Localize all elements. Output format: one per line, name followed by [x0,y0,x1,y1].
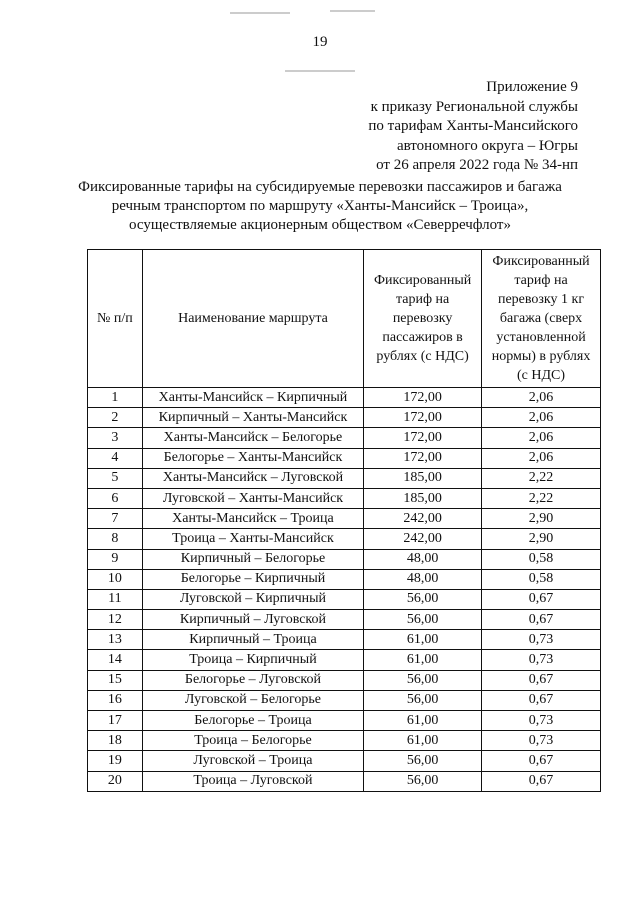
row-number: 4 [88,448,143,468]
baggage-tariff: 0,73 [482,630,601,650]
route-name: Белогорье – Луговской [142,670,363,690]
baggage-tariff: 0,67 [482,690,601,710]
table-row [88,388,601,408]
baggage-tariff: 0,67 [482,771,601,791]
route-name: Троица – Белогорье [142,731,363,751]
baggage-tariff: 0,73 [482,711,601,731]
baggage-tariff: 0,73 [482,731,601,751]
table-row [88,488,601,508]
appendix-line: от 26 апреля 2022 года № 34-нп [376,157,578,173]
baggage-tariff: 0,58 [482,549,601,569]
route-name: Троица – Ханты-Мансийск [142,529,363,549]
route-name: Белогорье – Кирпичный [142,569,363,589]
baggage-tariff: 2,06 [482,388,601,408]
appendix-line: к приказу Региональной службы [370,98,578,115]
header-route: Наименование маршрута [142,250,363,388]
passenger-tariff: 61,00 [364,650,482,670]
route-name: Ханты-Мансийск – Кирпичный [142,388,363,408]
row-number: 15 [88,670,143,690]
baggage-tariff: 2,90 [482,509,601,529]
baggage-tariff: 0,67 [482,670,601,690]
document-title [0,178,640,235]
passenger-tariff: 56,00 [364,751,482,771]
row-number: 11 [88,589,143,609]
baggage-tariff: 2,22 [482,488,601,508]
row-number: 7 [88,509,143,529]
table-row [88,771,601,791]
route-name: Луговской – Ханты-Мансийск [142,488,363,508]
route-name: Кирпичный – Белогорье [142,549,363,569]
header-baggage-tariff: Фиксированный тариф на перевозку 1 кг багажа (сверх установленной нормы) в рублях (с НДС) [482,250,601,388]
row-number: 16 [88,690,143,710]
route-name: Ханты-Мансийск – Луговской [142,468,363,488]
passenger-tariff: 242,00 [364,509,482,529]
table-row [88,549,601,569]
table-row [88,690,601,710]
passenger-tariff: 61,00 [364,630,482,650]
passenger-tariff: 61,00 [364,731,482,751]
table-row [88,428,601,448]
passenger-tariff: 56,00 [364,771,482,791]
row-number: 17 [88,711,143,731]
baggage-tariff: 0,67 [482,751,601,771]
appendix-block [368,78,578,176]
row-number: 14 [88,650,143,670]
table-row [88,711,601,731]
table-row [88,751,601,771]
table-row [88,408,601,428]
route-name: Кирпичный – Ханты-Мансийск [142,408,363,428]
route-name: Ханты-Мансийск – Троица [142,509,363,529]
passenger-tariff: 242,00 [364,529,482,549]
baggage-tariff: 2,22 [482,468,601,488]
route-name: Ханты-Мансийск – Белогорье [142,428,363,448]
title-line: Фиксированные тарифы на субсидируемые перевозки пассажиров и багажа [78,179,562,195]
route-name: Белогорье – Ханты-Мансийск [142,448,363,468]
route-name: Кирпичный – Троица [142,630,363,650]
table-row [88,569,601,589]
table-row [88,670,601,690]
row-number: 13 [88,630,143,650]
passenger-tariff: 56,00 [364,670,482,690]
table-row [88,731,601,751]
title-line: осуществляемые акционерным обществом «Северречфлот» [129,217,511,233]
passenger-tariff: 185,00 [364,468,482,488]
scan-artifact [230,12,290,14]
row-number: 3 [88,428,143,448]
passenger-tariff: 56,00 [364,610,482,630]
table-row [88,468,601,488]
appendix-line: Приложение 9 [486,79,578,95]
passenger-tariff: 185,00 [364,488,482,508]
scan-artifact [330,10,375,12]
route-name: Луговской – Кирпичный [142,589,363,609]
appendix-line: по тарифам Ханты-Мансийского [368,118,578,134]
baggage-tariff: 0,73 [482,650,601,670]
passenger-tariff: 48,00 [364,549,482,569]
baggage-tariff: 0,58 [482,569,601,589]
table-body [88,388,601,792]
route-name: Троица – Луговской [142,771,363,791]
row-number: 6 [88,488,143,508]
baggage-tariff: 0,67 [482,589,601,609]
passenger-tariff: 172,00 [364,388,482,408]
route-name: Луговской – Троица [142,751,363,771]
route-name: Белогорье – Троица [142,711,363,731]
header-number: № п/п [88,250,143,388]
table-row [88,448,601,468]
route-name: Луговской – Белогорье [142,690,363,710]
table-header-row [88,250,601,388]
table-row [88,529,601,549]
passenger-tariff: 172,00 [364,408,482,428]
route-name: Троица – Кирпичный [142,650,363,670]
baggage-tariff: 2,06 [482,448,601,468]
scan-artifact [285,70,355,72]
title-line: речным транспортом по маршруту «Ханты-Мансийск – Троица», [111,198,529,214]
baggage-tariff: 2,90 [482,529,601,549]
tariff-table [87,249,601,792]
table-row [88,630,601,650]
row-number: 12 [88,610,143,630]
table-row [88,650,601,670]
passenger-tariff: 172,00 [364,428,482,448]
baggage-tariff: 0,67 [482,610,601,630]
passenger-tariff: 61,00 [364,711,482,731]
row-number: 5 [88,468,143,488]
row-number: 19 [88,751,143,771]
row-number: 2 [88,408,143,428]
passenger-tariff: 56,00 [364,690,482,710]
passenger-tariff: 56,00 [364,589,482,609]
passenger-tariff: 48,00 [364,569,482,589]
table-row [88,610,601,630]
table-row [88,589,601,609]
table-row [88,509,601,529]
appendix-line: автономного округа – Югры [396,137,578,154]
baggage-tariff: 2,06 [482,428,601,448]
page-number: 19 [312,34,328,50]
route-name: Кирпичный – Луговской [142,610,363,630]
row-number: 18 [88,731,143,751]
row-number: 10 [88,569,143,589]
passenger-tariff: 172,00 [364,448,482,468]
header-passenger-tariff: Фиксированный тариф на перевозку пассажиров в рублях (с НДС) [364,250,482,388]
row-number: 9 [88,549,143,569]
row-number: 20 [88,771,143,791]
baggage-tariff: 2,06 [482,408,601,428]
row-number: 1 [88,388,143,408]
row-number: 8 [88,529,143,549]
